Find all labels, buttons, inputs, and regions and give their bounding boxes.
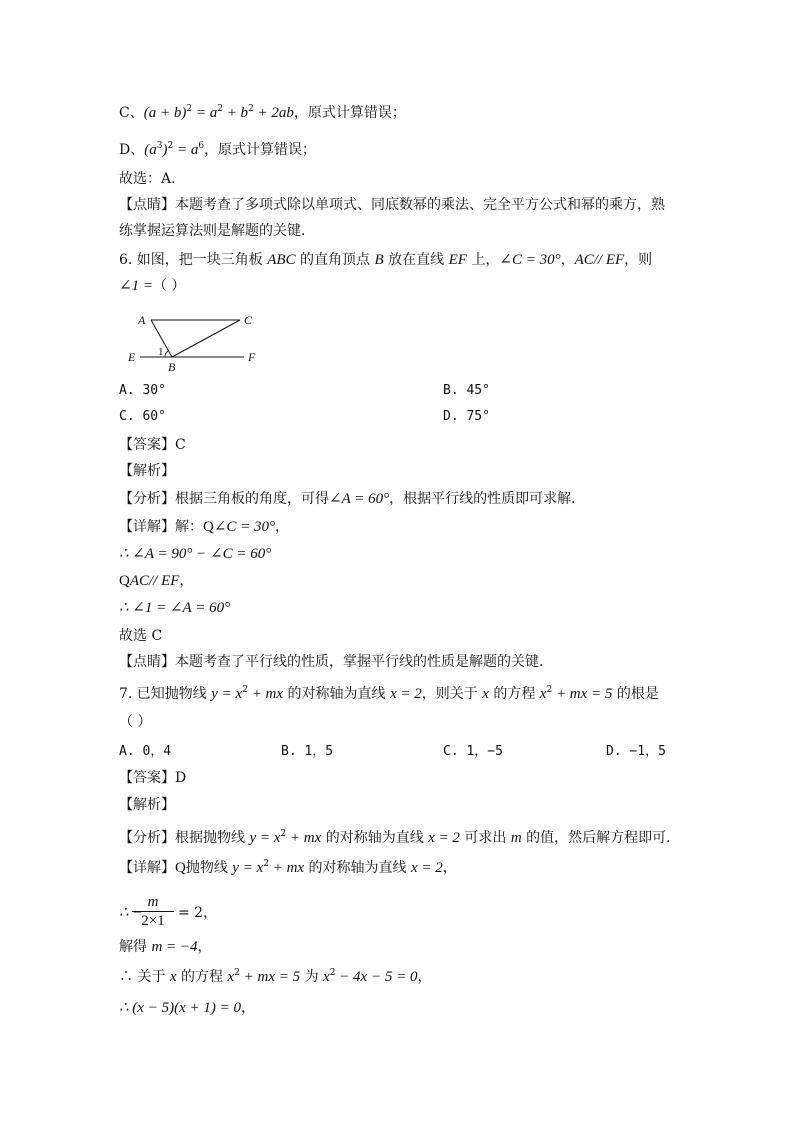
math-expression: (a [144, 142, 157, 158]
text-run: ， [442, 860, 457, 876]
text-run: ，原式计算错误； [293, 105, 406, 121]
text-run: 的值，然后解方程即可． [521, 830, 681, 846]
q6-option-3: D. 75° [443, 409, 490, 424]
text-run: ，原式计算错误； [204, 142, 317, 158]
text-run: 可求出 [459, 830, 511, 846]
text-run: 的对称轴为直线 [304, 860, 411, 876]
math-expression: m = −4 [151, 939, 198, 955]
text-run: 的对称轴为直线 [321, 830, 429, 846]
math-expression: ∴ (x − 5)(x + 1) = 0 [119, 1000, 241, 1016]
math-expression: = a [192, 105, 218, 121]
text-line-l10 [119, 489, 585, 509]
text-run: 为 [300, 969, 324, 985]
text-run: 上， [466, 252, 500, 268]
math-expression: ∴ ∠A = 90° − ∠C = 60° [119, 546, 272, 562]
superscript: 2 [167, 141, 174, 151]
text-line-l5 [119, 221, 315, 241]
text-run: 6. 如图，把一块三角板 [119, 252, 268, 268]
text-run: 抛物线 [185, 860, 233, 876]
label-e: E [128, 350, 136, 364]
text-run: 练掌握运算法则是解题的关键． [119, 223, 315, 239]
text-line-l12 [119, 544, 271, 564]
fraction-numerator: m [147, 894, 159, 910]
text-line-l13 [119, 571, 193, 591]
math-expression: y = x [249, 830, 281, 846]
math-expression: x [539, 686, 547, 702]
text-run: 【分析】根据抛物线 [119, 830, 250, 846]
text-run: ， [560, 252, 575, 268]
because-symbol: Q [175, 860, 186, 876]
math-expression: + 2ab [253, 105, 294, 121]
text-run: ，根据平行线的性质即可求解． [389, 491, 586, 507]
superscript: 6 [198, 141, 205, 151]
superscript: 2 [217, 104, 223, 114]
fraction-denominator: 2×1 [141, 913, 165, 929]
text-run: （ ） [152, 278, 186, 294]
text-line-l24 [119, 937, 212, 957]
text-run: ，则关于 [421, 686, 483, 702]
because-symbol: Q [203, 519, 214, 535]
q6-option-0: A. 30° [119, 383, 166, 398]
text-line-l26 [119, 998, 255, 1018]
label-a: A [138, 313, 146, 327]
text-line-l11 [119, 517, 289, 537]
text-run: 的方程 [488, 686, 540, 702]
math-expression: x [169, 969, 177, 985]
math-expression: x = 2 [389, 686, 422, 702]
text-run: 【分析】根据三角板的角度，可得 [119, 491, 329, 507]
q7-option-1: B. 1，5 [281, 744, 334, 759]
label-angle-1: 1 [158, 346, 164, 358]
fraction-tail: = 2， [178, 905, 218, 921]
text-run: ， [275, 519, 290, 535]
label-c: C [244, 313, 253, 327]
text-run: 的根是 [612, 686, 659, 702]
math-expression: EF [448, 252, 467, 268]
math-expression: + mx [268, 860, 305, 876]
text-line-l4 [119, 195, 665, 215]
text-line-l1 [119, 103, 406, 123]
math-expression: B [374, 252, 384, 268]
text-line-l3 [119, 169, 185, 189]
label-b: B [168, 360, 176, 374]
math-expression: + b [222, 105, 249, 121]
text-line-l19 [119, 768, 186, 788]
fraction [132, 893, 174, 930]
math-expression: m [510, 830, 522, 846]
math-expression: + mx = 5 [239, 969, 301, 985]
text-run: 解得 [119, 939, 152, 955]
math-expression: ) [162, 142, 168, 158]
text-line-l22 [119, 858, 457, 878]
math-expression: ABC [267, 252, 296, 268]
math-expression: x = 2 [411, 860, 443, 876]
math-expression: x [482, 686, 489, 702]
text-line-l6 [119, 250, 652, 270]
math-expression: ∠A = 60° [329, 491, 390, 507]
math-expression: x [323, 969, 330, 985]
math-expression: x [227, 969, 235, 985]
math-expression: ∠1 = [119, 278, 153, 294]
text-line-l15 [119, 626, 162, 646]
text-run: ， [240, 1000, 255, 1016]
math-expression: (a + b) [143, 105, 187, 121]
text-run: 【解析】 [119, 797, 175, 813]
text-run: （ ） [119, 714, 152, 730]
text-run: 【点睛】本题考查了多项式除以单项式、同底数幂的乘法、完全平方公式和幂的乘方，熟 [119, 197, 665, 213]
math-expression: x = 2 [428, 830, 460, 846]
text-line-l2 [119, 140, 316, 160]
text-line-l8 [119, 435, 186, 455]
text-run: 【详解】 [119, 860, 175, 876]
math-expression: + mx [286, 830, 322, 846]
text-run: ， [197, 939, 212, 955]
math-expression: AC// EF [574, 252, 625, 268]
side-bc [172, 320, 240, 357]
math-expression: − 4x − 5 = 0 [335, 969, 418, 985]
text-run: 放在直线 [383, 252, 449, 268]
q7-option-2: C. 1，−5 [443, 744, 503, 759]
q6-option-1: B. 45° [443, 383, 490, 398]
text-run: 的方程 [176, 969, 228, 985]
superscript: 2 [186, 104, 193, 114]
text-run: 的对称轴为直线 [283, 686, 390, 702]
text-run: 【点睛】本题考查了平行线的性质，掌握平行线的性质是解题的关键． [119, 654, 553, 670]
superscript: 2 [242, 685, 248, 695]
superscript: 2 [263, 859, 269, 869]
math-expression: y = x [232, 860, 264, 876]
text-run: 故选：A． [119, 171, 186, 187]
superscript: 2 [280, 829, 287, 839]
math-expression: y = x [211, 686, 243, 702]
math-expression: + mx = 5 [552, 686, 613, 702]
text-run: ，则 [624, 252, 653, 268]
text-line-l9 [119, 461, 175, 481]
math-expression: ∴ ∠1 = ∠A = 60° [119, 600, 231, 616]
q7-option-0: A. 0，4 [119, 744, 172, 759]
text-line-l21 [119, 828, 680, 848]
text-run: 【详解】解： [119, 519, 203, 535]
text-line-l16 [119, 652, 553, 672]
math-expression: = a [173, 142, 199, 158]
text-run: C、 [119, 105, 144, 121]
math-expression: + mx [247, 686, 284, 702]
superscript: 2 [546, 685, 553, 695]
text-run: 【答案】D [119, 770, 187, 786]
text-run: ∴ 关于 [119, 969, 170, 985]
because-symbol: Q [119, 573, 130, 589]
superscript: 3 [156, 141, 163, 151]
text-run: 【答案】C [119, 437, 186, 453]
text-line-l18 [119, 712, 151, 732]
q6-option-2: C. 60° [119, 409, 166, 424]
q7-option-3: D. −1，5 [606, 744, 666, 759]
math-expression: ∴ − [119, 905, 143, 921]
superscript: 2 [329, 968, 336, 978]
triangle-figure [120, 310, 280, 374]
text-run: D、 [119, 142, 145, 158]
text-run: 的直角顶点 [295, 252, 375, 268]
angle-1-arc [165, 351, 168, 357]
text-line-l20 [119, 795, 175, 815]
math-expression: ∠C = 30° [213, 519, 276, 535]
text-line-l14 [119, 598, 230, 618]
text-run: ， [417, 969, 432, 985]
math-expression: AC// EF [129, 573, 180, 589]
text-line-l25 [119, 967, 431, 987]
superscript: 2 [248, 104, 254, 114]
text-line-l7 [119, 276, 185, 296]
math-expression: ∠C = 30° [499, 252, 561, 268]
text-run: 7. 已知抛物线 [119, 686, 212, 702]
text-run: 【解析】 [119, 463, 175, 479]
text-run: ， [179, 573, 194, 589]
text-run: 故选 C [119, 628, 163, 644]
text-line-l17 [119, 684, 659, 704]
label-f: F [248, 350, 256, 364]
superscript: 2 [234, 968, 240, 978]
